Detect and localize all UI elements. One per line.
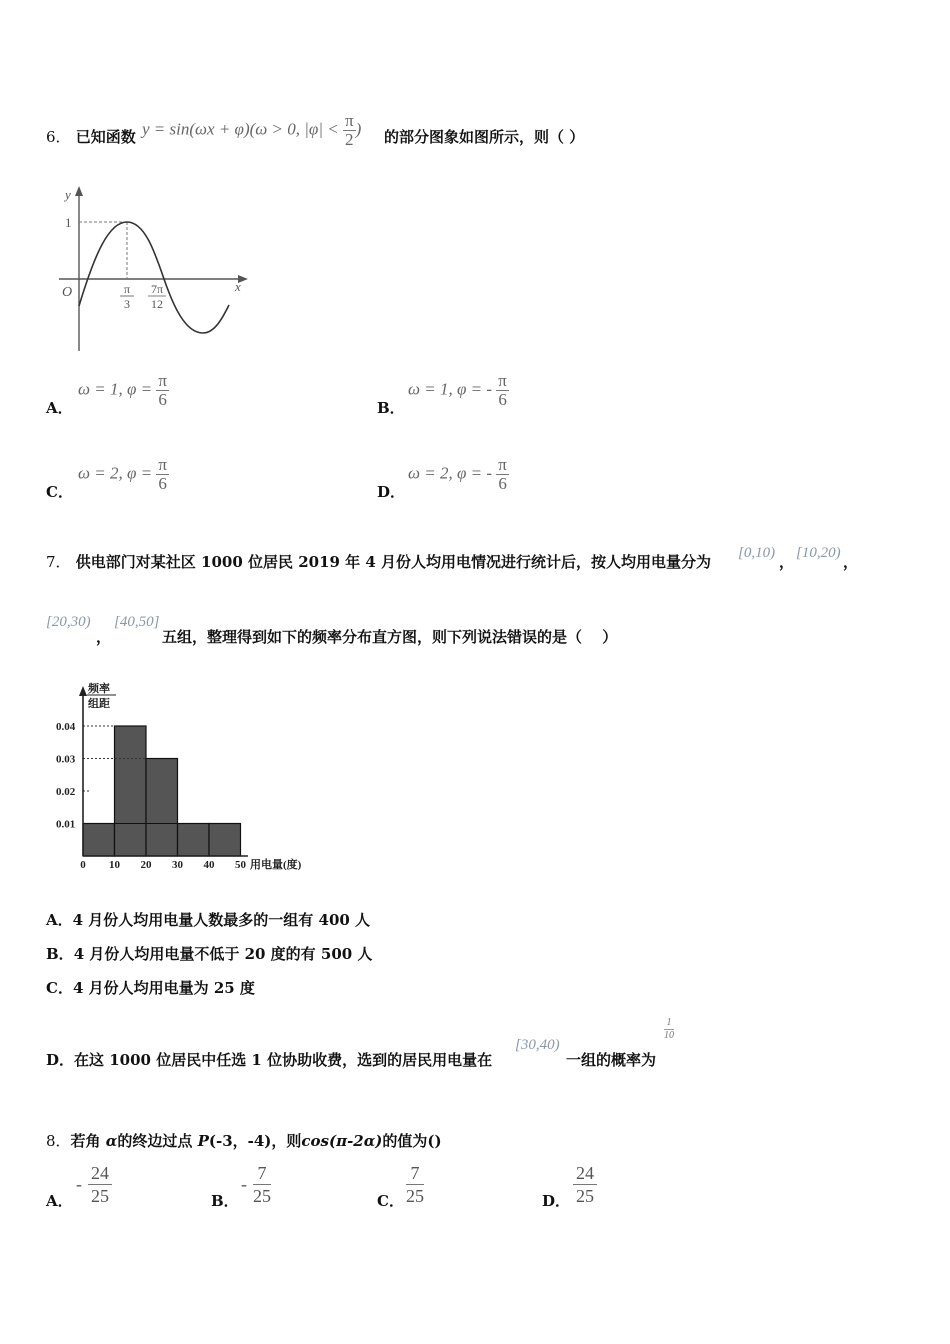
q6-option-a-den: 6 [158,390,167,409]
q7-line2-text: 五组，整理得到如下的频率分布直方图，则下列说法错误的是（ ） [162,628,618,646]
q6-tick1-den: 3 [124,297,130,311]
q8-option-c-num: 7 [406,1162,424,1185]
q8-option-a-den: 25 [91,1186,109,1206]
q8-text-mid: 的终边过点 [117,1132,193,1150]
q6-func-frac-num: π [344,111,354,130]
q8-stem [46,1130,442,1151]
q6-option-c-den: 6 [158,474,167,493]
q7-line1-text: 供电部门对某社区 1000 位居民 2019 年 4 月份人均用电情况进行统计后，按人均用电量分为 [75,553,712,571]
q6-origin-label: O [62,285,73,300]
q7-option-d-frac-num: 1 [664,1017,674,1030]
q7-xlabel: 用电量(度) [250,859,302,871]
q6-option-a-expr: ω = 1, φ = [78,379,153,399]
q6-y-label: y [65,187,71,202]
y-tick-label: 0.01 [56,818,76,831]
q8-option-c-value [406,1162,424,1207]
q8-text-before: 若角 [70,1132,101,1150]
q6-option-b [408,372,509,409]
y-tick-label: 0.03 [56,753,76,766]
q8-option-a-sign: - [76,1174,82,1194]
q7-option-a-text: 4 月份人均用电量人数最多的一组有 400 人 [72,911,371,929]
q8-text-after: 的值为() [382,1132,442,1150]
q6-option-b-num: π [498,371,507,390]
q7-option-d-fraction [664,1017,674,1042]
q6-option-c-expr: ω = 2, φ = [78,463,153,483]
q7-option-a-letter: A． [46,911,73,929]
q7-histogram-bars [83,726,241,856]
q6-option-b-expr: ω = 1, φ = - [408,379,493,399]
q8-option-b-value [241,1162,271,1207]
histogram-bar [209,824,241,857]
q7-interval-20-30: [20,30) [46,614,91,630]
histogram-bar [115,726,147,856]
q8-option-c-letter: C． [377,1192,404,1210]
histogram-bar [83,824,115,857]
q6-option-c-num: π [158,455,167,474]
q6-option-c [78,456,169,493]
histogram-bar [178,824,210,857]
q6-stem [46,126,136,147]
q8-option-d-num: 24 [573,1162,597,1185]
q6-option-b-den: 6 [498,390,507,409]
q8-text-then: ，则 [271,1132,302,1150]
q7-ylabel-bottom: 组距 [88,698,110,710]
q7-option-d-frac-den: 10 [664,1030,674,1041]
q8-number: 8． [46,1132,71,1150]
q7-option-d [46,1049,492,1070]
q6-option-d-num: π [498,455,507,474]
q8-option-a-value [76,1162,112,1207]
q8-expr: cos(π-2α) [301,1132,383,1150]
q6-sine-graph [55,183,255,355]
q7-option-d-letter: D． [46,1051,75,1069]
q6-tick2-num: 7π [150,282,164,296]
x-tick-label: 0 [80,859,86,871]
q7-comma-3: ， [96,628,112,646]
q6-option-a [78,372,169,409]
q6-y-arrow [75,186,83,196]
q7-option-b [46,943,372,964]
q7-option-b-letter: B． [46,945,74,963]
q8-option-d-value [573,1162,597,1207]
x-tick-label: 50 [235,859,246,871]
q6-function [142,112,361,149]
q6-sine-curve [79,222,229,333]
q8-option-b-sign: - [241,1174,247,1194]
histogram-bar [146,759,178,857]
q6-func-fraction [343,112,356,149]
q7-option-d-text-after: 一组的概率为 [566,1051,657,1069]
q7-comma-2: ， [843,553,859,571]
q8-option-b-num: 7 [253,1162,271,1185]
q6-option-d-letter: D． [377,483,406,501]
x-tick-label: 20 [140,859,152,871]
q8-option-a-num: 24 [88,1162,112,1185]
q7-option-a [46,909,370,930]
q7-interval-0-10: [0,10) [738,545,776,561]
y-tick-label: 0.02 [56,786,76,798]
q7-interval-40-50: [40,50] [114,614,160,630]
q8-option-a-letter: A． [46,1192,73,1210]
q7-ylabel-top: 频率 [88,683,110,695]
x-tick-label: 30 [172,859,183,871]
q6-x-label: x [235,279,241,294]
q6-option-d [408,456,509,493]
q8-alpha: α [105,1132,118,1150]
q6-option-d-expr: ω = 2, φ = - [408,463,493,483]
q7-number: 7． [46,553,71,571]
q8-point-coords: (-3，-4) [208,1132,272,1150]
q8-option-b-den: 25 [253,1186,271,1206]
x-tick-label: 40 [203,859,215,871]
q8-option-b-letter: B． [211,1192,239,1210]
y-tick-label: 0.04 [56,721,76,733]
q6-option-a-frac [156,372,169,409]
q6-one-label: 1 [65,215,72,230]
q8-point: P [197,1132,209,1150]
x-tick-label: 10 [109,859,120,871]
q6-tick2-den: 12 [151,297,163,311]
q6-tick1-num: π [123,282,131,296]
q6-option-a-num: π [158,371,167,390]
q6-func-close: ) [355,119,362,139]
q6-text-before: 已知函数 [75,128,136,146]
q7-histogram [50,680,320,875]
q6-option-c-letter: C． [46,483,73,501]
q7-option-b-text: 4 月份人均用电量不低于 20 度的有 500 人 [73,945,373,963]
q8-option-d-letter: D． [542,1192,571,1210]
q6-option-d-frac [496,456,509,493]
q7-option-d-interval: [30,40) [515,1037,560,1053]
q7-option-c-letter: C． [46,979,73,997]
q7-stem-line1 [46,551,711,572]
q7-option-c [46,977,255,998]
q7-x-tick-labels [80,859,246,871]
q7-option-d-text-before: 在这 1000 位居民中任选 1 位协助收费，选到的居民用电量在 [74,1051,493,1069]
q8-option-c-den: 25 [406,1186,424,1206]
q6-text-after: 的部分图象如图所示，则（ ） [384,128,585,146]
q8-option-d-den: 25 [576,1186,594,1206]
q6-option-c-frac [156,456,169,493]
q6-option-b-frac [496,372,509,409]
q6-number: 6． [46,128,71,146]
q7-interval-10-20: [10,20) [796,545,841,561]
q6-option-a-letter: A． [46,399,73,417]
q6-func-expr: y = sin(ωx + φ)(ω > 0, |φ| < [142,119,339,139]
q7-option-c-text: 4 月份人均用电量为 25 度 [72,979,255,997]
q7-y-tick-labels [56,721,76,831]
q7-comma-1: ， [779,553,795,571]
q7-y-arrow [79,686,87,696]
q6-option-b-letter: B． [377,399,405,417]
q6-option-d-den: 6 [498,474,507,493]
q6-func-frac-den: 2 [345,130,354,149]
